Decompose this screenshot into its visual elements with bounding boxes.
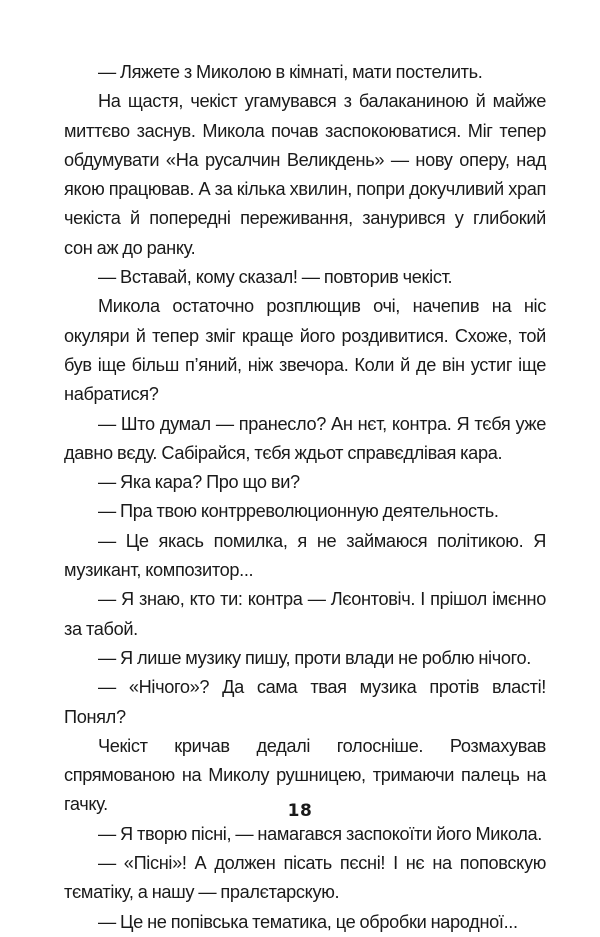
paragraph: — Ляжете з Миколою в кімнаті, мати постелить. — [98, 62, 483, 82]
paragraph: — Яка кара? Про що ви? — [98, 472, 300, 493]
paragraph: На щастя, чекіст угамувався з балаканиною й майже миттєво заснув. Микола почав заспокоюватися. Міг тепер обдумувати «На русалчин Великдень» — нову оперу, над якою працював. А за кілька хвилин, попри докучливий храп чекіста й попередні переживання, занурився у глибокий сон аж до ранку. — [64, 91, 546, 258]
paragraph: — Це якась помилка, я не займаюся політикою. Я музикант, композитор... — [64, 530, 546, 581]
paragraph: — Я знаю, кто ти: контра — Лєонтовіч. І прішол імєнно за табой. — [64, 589, 546, 639]
paragraph: — Це не попівська тематика, це обробки народної... — [98, 911, 518, 932]
paragraph: Микола остаточно розплющив очі, начепив на ніс окуляри й тепер зміг краще його роздивитися. Схоже, той був іще більш п’яний, ніж звечора. Коли й де він устиг іще набратися? — [64, 296, 546, 405]
page-number: 18 — [287, 801, 313, 821]
paragraph: — «Пісні»! А должен пісать пєсні! І нє на поповскую тєматіку, а нашу — пралєтарскую. — [64, 853, 546, 903]
paragraph: Чекіст кричав дедалі голосніше. Розмахував спрямованою на Миколу рушницею, тримаючи палець на гачку. — [64, 735, 546, 815]
paragraph: — Пра твою контрреволюционную деятельность. — [98, 501, 499, 522]
paragraph: — Я творю пісні, — намагався заспокоїти його Микола. — [98, 823, 542, 844]
paragraph: — Што думал — пранесло? Ан нєт, контра. Я тєбя уже давно вєду. Сабірайся, тєбя ждьот справєдлівая кара. — [64, 413, 546, 463]
paragraph: — Вставай, кому сказал! — повторив чекіст. — [98, 267, 453, 288]
paragraph: — Я лише музику пишу, проти влади не роблю нічого. — [98, 647, 531, 668]
paragraph: — «Нічого»? Да сама твая музика протів власті! Понял? — [64, 677, 546, 727]
